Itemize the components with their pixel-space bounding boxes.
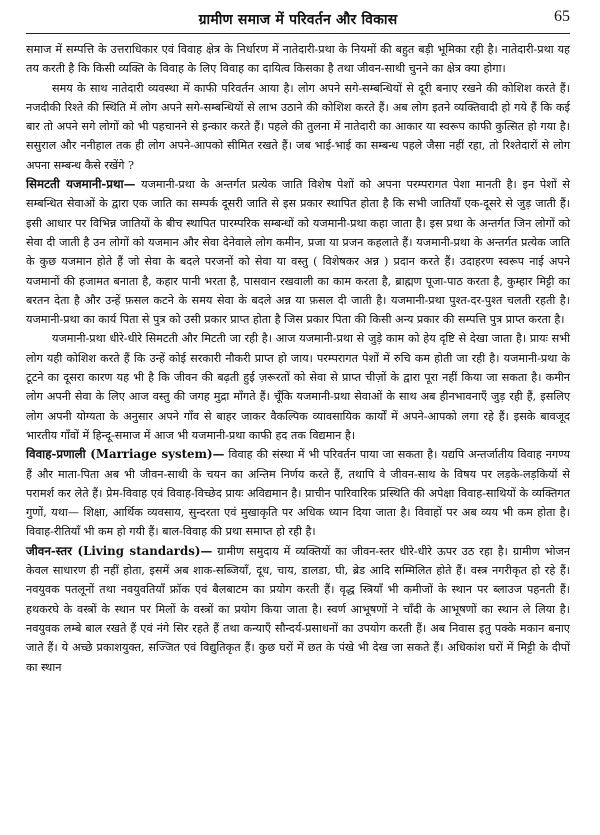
paragraph-jajmani: यजमानी-प्रथा के अन्तर्गत प्रत्येक जाति विशेष पेशों को अपना परम्परागत पेशा मानती है। इन पेशों से सम्बन्धित सेवाओं के द्वारा एक जाति का सम्पर्क दूसरी जाति से इस प्रकार स्थापित होता है कि सभी जातियाँ एक-दूसरे से जुड़ जाती हैं। इसी आधार पर विभिन्न जातियों के बीच स्थापित पारम्परिक सम्बन्धों को यजमानी-प्रथा कहा जाता है। इस प्रथा के अन्तर्गत जिन लोगों को सेवा दी जाती है उन लोगों को यजमान और सेवा देनेवाले लोग कमीन, प्रजा या प्रजन कहलाते हैं। यजमानी-प्रथा के अन्तर्गत प्रत्येक जाति के कुछ यजमान होते हैं जो सेवा के बदले परजनों को सेवा या वस्तु ( विशेषकर अन्न ) प्रदान करते हैं। उदाहरण स्वरूप नाई अपने यजमानों की हजामत बनाता है, कहार पानी भरता है, पासवान रखवाली का काम करता है, ब्राह्मण पूजा-पाठ करता है, कुम्हार मिट्टी का बरतन देता है और उन्हें फ़सल कटने के समय सेवा के बदले अन्न या फ़सल दी जाती है। यजमानी-प्रथा पुश्त-दर-पुश्त चलती रहती है। यजमानी-प्रथा का कार्य पिता से पुत्र को उसी प्रकार प्राप्त होता है जिस प्रकार पिता की किसी अन्य प्रकार की सम्पत्ति पुत्र प्राप्त करता है। <box>26 178 570 327</box>
section-living-standards <box>26 542 570 677</box>
header-rule <box>26 33 570 34</box>
paragraph-living-standards: ग्रामीण समुदाय में व्यक्तियों का जीवन-स्तर धीरे-धीरे ऊपर उठ रहा है। ग्रामीण भोजन केवल साधारण ही नहीं होता, इसमें अब शाक-सब्जियाँ, दूध, चाय, डालडा, घी, ब्रेड आदि सम्मिलित होते हैं। वस्त्र नगरीकृत हो रहे हैं। नवयुवक पतलूनों तथा नवयुवतियाँ फ्रॉक एवं बैलबाटम का प्रयोग करती हैं। वृद्ध स्त्रियाँ भी कमीजों के स्थान पर ब्लाउज पहनती हैं। हथकरघे के वस्त्रों के स्थान पर मिलों के वस्त्रों का प्रयोग किया जाता है। स्वर्ण आभूषणों ने चाँदी के आभूषणों का स्थान ले लिया है। नवयुवक लम्बे बाल रखते हैं एवं नंगे सिर रहते हैं तथा कन्याएँ सौन्दर्य-प्रसाधनों का उपयोग करती हैं। अब निवास इतु पक्के मकान बनाए जाते हैं। ये अच्छे प्रकाशयुक्त, सज्जित एवं विद्युतिकृत हैं। कुछ घरों में छत के पंखे भी देख जा सकते हैं। अधिकांश घरों में मिट्टी के दीपों का स्थान <box>26 544 571 674</box>
paragraph-continued: समाज में सम्पत्ति के उत्तराधिकार एवं विवाह क्षेत्र के निर्धारण में नातेदारी-प्रथा के नियमों की बहुत बड़ी भूमिका रही है। नातेदारी-प्रथा यह तय करती है कि किसी व्यक्ति के विवाह के लिए विवाह का दायित्व किसका है तथा जीवन-साथी चुनने का क्षेत्र क्या होगा। <box>26 43 570 76</box>
page-body <box>26 40 570 677</box>
heading-living-standards: जीवन-स्तर <box>26 543 72 558</box>
heading-marriage-english: (Marriage system)— <box>85 447 225 462</box>
paragraph-marriage: विवाह की संस्था में भी परिवर्तन पाया जा सकता है। यद्यपि अन्तर्जातीय विवाह नगण्य हैं और माता-पिता अब भी जीवन-साथी के चयन का अन्तिम निर्णय करते हैं, तथापि वे जीवन-साथ के विषय पर लड़के-लड़कियों से परामर्श कर लेते हैं। प्रेम-विवाह एवं विवाह-विच्छेद प्रायः अविद्यमान है। प्राचीन पारिवारिक प्रस्थिति की अपेक्षा विवाह-साथियों के व्यक्तिगत गुणों, यथा— शिक्षा, आर्थिक व्यवसाय, सुन्दरता एवं मुखाकृति पर अधिक ध्यान दिया जाता है। विवाहों पर अब व्यय भी कम होता है। विवाह-रीतियाँ भी कम हो गयी हैं। बाल-विवाह की प्रथा समाप्त हो रही है। <box>26 448 570 539</box>
heading-living-standards-english: (Living standards)— <box>71 543 213 558</box>
running-title: ग्रामीण समाज में परिवर्तन और विकास <box>198 12 398 28</box>
section-jajmani <box>26 175 570 329</box>
paragraph-kinship-change: समय के साथ नातेदारी व्यवस्था में काफी परिवर्तन आया है। लोग अपने सगे-सम्बन्धियों से दूरी बनाए रखने की कोशिश करते हैं। नजदीकी रिश्ते की स्थिति में लोग अपने सगे-सम्बन्धियों से लाभ उठाने की कोशिश करते हैं। अब लोग इतने व्यक्तिवादी हो गये हैं कि कई बार तो अपने सगे लोगों को भी पहचानने से इन्कार करते हैं। पहले की तुलना में नातेदारी का आकार या स्वरूप काफी कुत्सित हो गया है। ससुराल और ननीहाल तक ही लोग अपने-आपको सीमित रखते हैं। जब भाई-भाई का सम्बन्ध पहले जैसा नहीं रहा, तो रिश्तेदारों से लोग अपना सम्बन्ध कैसे रखेंगे ? <box>26 81 570 172</box>
page-number: 65 <box>554 8 570 25</box>
paragraph-jajmani-decline: यजमानी-प्रथा धीरे-धीरे सिमटती और मिटती जा रही है। आज यजमानी-प्रथा से जुड़े काम को हेय दृष्टि से देखा जाता है। प्रायः सभी लोग यही कोशिश करते हैं कि उन्हें कोई सरकारी नौकरी प्राप्त हो जाय। परम्परागत पेशों में रुचि कम होती जा रही है। यजमानी-प्रथा के टूटने का दूसरा कारण यह भी है कि जीवन की बढ़ती हुई ज़रूरतों को सेवा से प्राप्त चीज़ों के द्वारा पूरा नहीं किया जा सकता है। कमीन लोग अपनी सेवा के लिए आज वस्तु की जगह मुद्रा माँगते हैं। चूँकि यजमानी-प्रथा सेवाओं के साथ अब हीनभावनाएँ जुड़ रही हैं, इसलिए लोग अपनी योग्यता के अनुसार अपने गाँव से बाहर जाकर वैकल्पिक व्यावसायिक कार्यों में अपने-आपको लगा रहे हैं। इसके बावजूद भारतीय गाँवों में हिन्दू-समाज में आज भी यजमानी-प्रथा काफी हद तक विद्यमान है। <box>26 332 570 442</box>
section-marriage <box>26 445 570 541</box>
heading-jajmani: सिमटती यजमानी-प्रथा— <box>26 177 136 192</box>
page-header <box>26 8 570 30</box>
heading-marriage: विवाह-प्रणाली <box>26 447 86 462</box>
